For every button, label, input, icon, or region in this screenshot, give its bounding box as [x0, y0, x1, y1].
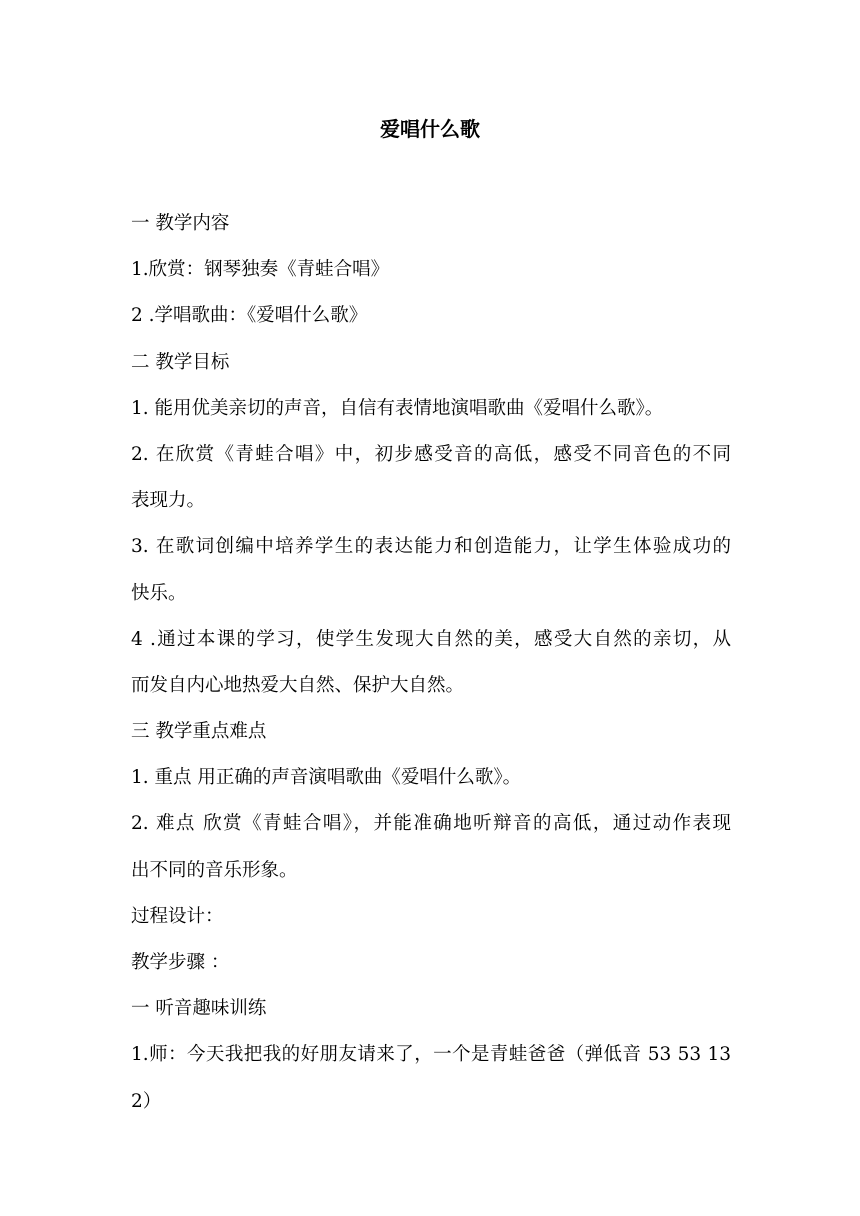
document-title: 爱唱什么歌 — [380, 117, 480, 141]
teaching-steps-heading: 教学步骤 ： — [131, 952, 230, 973]
step-item-1: 1.师：今天我把我的好朋友请来了，一个是青蛙爸爸（弹低音 53 53 13 — [131, 1044, 731, 1066]
section-heading-key-points: 三 教学重点难点 — [131, 721, 267, 743]
section-heading-teaching-content: 一 教学内容 — [131, 213, 230, 234]
section-heading-teaching-goals: 二 教学目标 — [131, 351, 230, 373]
content-item-1: 1.欣赏：钢琴独奏《青蛙合唱》 — [131, 259, 390, 281]
goal-item-4-continued: 而发自内心地热爱大自然、保护大自然。 — [131, 674, 465, 696]
process-design-heading: 过程设计： — [131, 905, 224, 927]
step-item-1-continued: 2） — [131, 1090, 162, 1112]
goal-item-3: 3. 在歌词创编中培养学生的表达能力和创造能力，让学生体验成功的 — [131, 536, 731, 558]
key-point-item-1: 1. 重点 用正确的声音演唱歌曲《爱唱什么歌》。 — [131, 767, 522, 789]
step-heading-listening-training: 一 听音趣味训练 — [131, 998, 267, 1020]
goal-item-2-continued: 表现力。 — [131, 490, 206, 512]
goal-item-4: 4 .通过本课的学习，使学生发现大自然的美，感受大自然的亲切，从 — [131, 628, 731, 650]
key-point-item-2-continued: 出不同的音乐形象。 — [131, 859, 298, 881]
content-item-2: 2 .学唱歌曲：《爱唱什么歌》 — [131, 305, 368, 327]
document-body — [131, 201, 731, 1125]
key-point-item-2: 2. 难点 欣赏《青蛙合唱》，并能准确地听辩音的高低，通过动作表现 — [131, 813, 731, 835]
goal-item-3-continued: 快乐。 — [131, 582, 187, 604]
goal-item-2: 2. 在欣赏《青蛙合唱》中，初步感受音的高低，感受不同音色的不同 — [131, 443, 731, 465]
goal-item-1: 1. 能用优美亲切的声音，自信有表情地演唱歌曲《爱唱什么歌》。 — [131, 397, 664, 419]
